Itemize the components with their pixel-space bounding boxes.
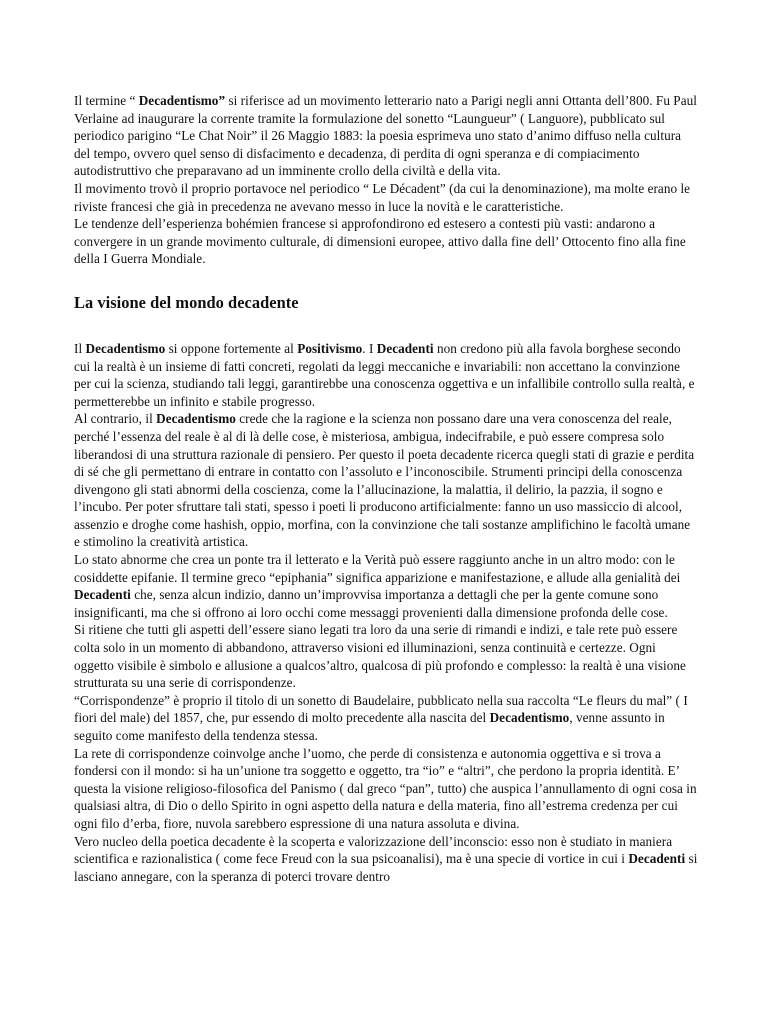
text-run: non credono più alla favola borghese secondo cui la realtà è un insieme di fatti concreti, regolati da leggi meccaniche e invariabili: non accettano la convinzione per cui la scienza, studiando tali leggi, garantirebbe una conoscenza oggettiva e un infallibile controllo sulla realtà, e permetterebbe un infinito e stabile progresso. <box>74 340 695 409</box>
text-run: si lasciano annegare, con la speranza di poterci trovare dentro <box>74 851 698 884</box>
text-run: Il termine “ <box>74 93 139 108</box>
text-run: Si ritiene che tutti gli aspetti dell’essere siano legati tra loro da una serie di rimandi e indizi, e tale rete può essere colta solo in un momento di abbandono, attraverso visioni ed illuminazioni, senza continuità e certezze. Ogni oggetto visibile è simbolo e allusione a qualcos’altro, qualcosa di più profondo e complesso: la realtà è una visione strutturata su una serie di corrispondenze. <box>74 622 686 691</box>
text-run: Il movimento trovò il proprio portavoce nel periodico “ Le Décadent” (da cui la denominazione), ma molte erano le riviste francesi che già in precedenza ne avevano messo in luce la novità e le caratteristiche. <box>74 180 691 214</box>
text-run: crede che la ragione e la scienza non possano dare una vera conoscenza del reale, perché l’essenza del reale è al di là delle cose, è misteriosa, ambigua, indecifrabile, e può essere compresa solo liberandosi di una struttura razionale di pensiero. Per questo il poeta decadente ricerca quegli stati di grazie e perdita di sé che gli permettano di entrare in contatto con l’assoluto e l’inconoscibile. Strumenti principi della conoscenza divengono gli stati abnormi della coscienza, come la l’allucinazione, la malattia, il delirio, la pazzia, il sogno e l’incubo. Per poter sfruttare tali stati, spesso i poeti li producono artificialmente: fanno un uso massiccio di alcool, assenzio e droghe come hashish, oppio, morfina, con la convinzione che tali sostanze amplifichino le facoltà umane e stimolino la creatività artistica. <box>74 411 695 550</box>
text-run: Le tendenze dell’esperienza bohémien francese si approfondirono ed estesero a contesti più vasti: andarono a convergere in un grande movimento culturale, di dimensioni europee, attivo dalla fine dell’ Ottocento fino alla fine della I Guerra Mondiale. <box>74 216 686 267</box>
bold-term: Decadenti <box>376 340 434 356</box>
text-run: Lo stato abnorme che crea un ponte tra il letterato e la Verità può essere raggiunto anche in un altro modo: con le cosiddette epifanie. Il termine greco “epiphania” significa apparizione e manifestazione, e allude alla genialità dei <box>74 552 681 585</box>
section-paragraph-4 <box>74 621 698 691</box>
section-paragraph-2 <box>74 410 698 551</box>
intro-section <box>74 92 698 268</box>
bold-term: Decadentismo <box>156 411 236 427</box>
text-run: . I <box>362 340 377 356</box>
section-body <box>74 340 698 885</box>
section-paragraph-7 <box>74 833 698 886</box>
text-run: Il <box>74 340 86 356</box>
bold-term: Decadenti <box>74 587 131 603</box>
document-page <box>74 92 698 885</box>
bold-term: Positivismo <box>297 340 363 356</box>
section-paragraph-3 <box>74 551 698 621</box>
text-run: , venne assunto in seguito come manifesto della tendenza stessa. <box>74 710 665 743</box>
intro-paragraph-3 <box>74 215 698 268</box>
section-paragraph-6 <box>74 745 698 833</box>
intro-paragraph-2 <box>74 180 698 215</box>
bold-term: Decadentismo <box>85 340 166 356</box>
bold-term: Decadentismo <box>489 710 570 726</box>
bold-term: Decadentismo” <box>138 93 226 108</box>
intro-paragraph-1 <box>74 92 698 180</box>
bold-term: Decadenti <box>628 851 686 867</box>
text-run: si riferisce ad un movimento letterario nato a Parigi negli anni Ottanta dell’800. Fu Paul Verlaine ad inaugurare la corrente tramite la formulazione del sonetto “Laungueur” ( Languore), pubblicato sul periodico parigino “Le Chat Noir” il 26 Maggio 1883: la poesia esprimeva uno stato d’animo diffuso nella cultura del tempo, ovvero quel senso di disfacimento e decadenza, di perdita di ogni speranza e di compiacimento autodistruttivo che preparavano ad un imminente crollo della civiltà e della vita. <box>74 93 697 179</box>
section-paragraph-5 <box>74 692 698 745</box>
text-run: si oppone fortemente al <box>165 340 298 356</box>
text-run: “Corrispondenze” è proprio il titolo di un sonetto di Baudelaire, pubblicato nella sua raccolta “Le fleurs du mal” ( I fiori del male) del 1857, che, pur essendo di molto precedente alla nascita del <box>74 692 688 726</box>
text-run: Al contrario, il <box>74 411 157 427</box>
section-heading: La visione del mondo decadente <box>74 292 299 312</box>
text-run: che, senza alcun indizio, danno un’improvvisa importanza a dettagli che per la gente comune sono insignificanti, ma che si offrono ai loro occhi come messaggi provenienti dalla dimensione profonda delle cose. <box>74 587 668 620</box>
text-run: La rete di corrispondenze coinvolge anche l’uomo, che perde di consistenza e autonomia oggettiva e si trova a fondersi con il mondo: si ha un’unione tra soggetto e oggetto, tra “io” e “altri”, che perdono la propria identità. E’ questa la visione religioso-filosofica del Panismo ( dal greco “pan”, tutto) che auspica l’annullamento di ogni cosa in qualsiasi altra, di Dio o dello Spirito in ogni aspetto della natura e della materia, fino all’estrema credenza per cui ogni filo d’erba, fiore, nuvola sarebbero espressione di una natura assoluta e divina. <box>74 745 697 831</box>
section-paragraph-1 <box>74 340 698 410</box>
section-gap <box>74 313 698 340</box>
text-run: Vero nucleo della poetica decadente è la scoperta e valorizzazione dell’inconscio: esso non è studiato in maniera scientifica e razionalistica ( come fece Freud con la sua psicoanalisi), ma è una specie di vortice in cui i <box>74 833 673 867</box>
